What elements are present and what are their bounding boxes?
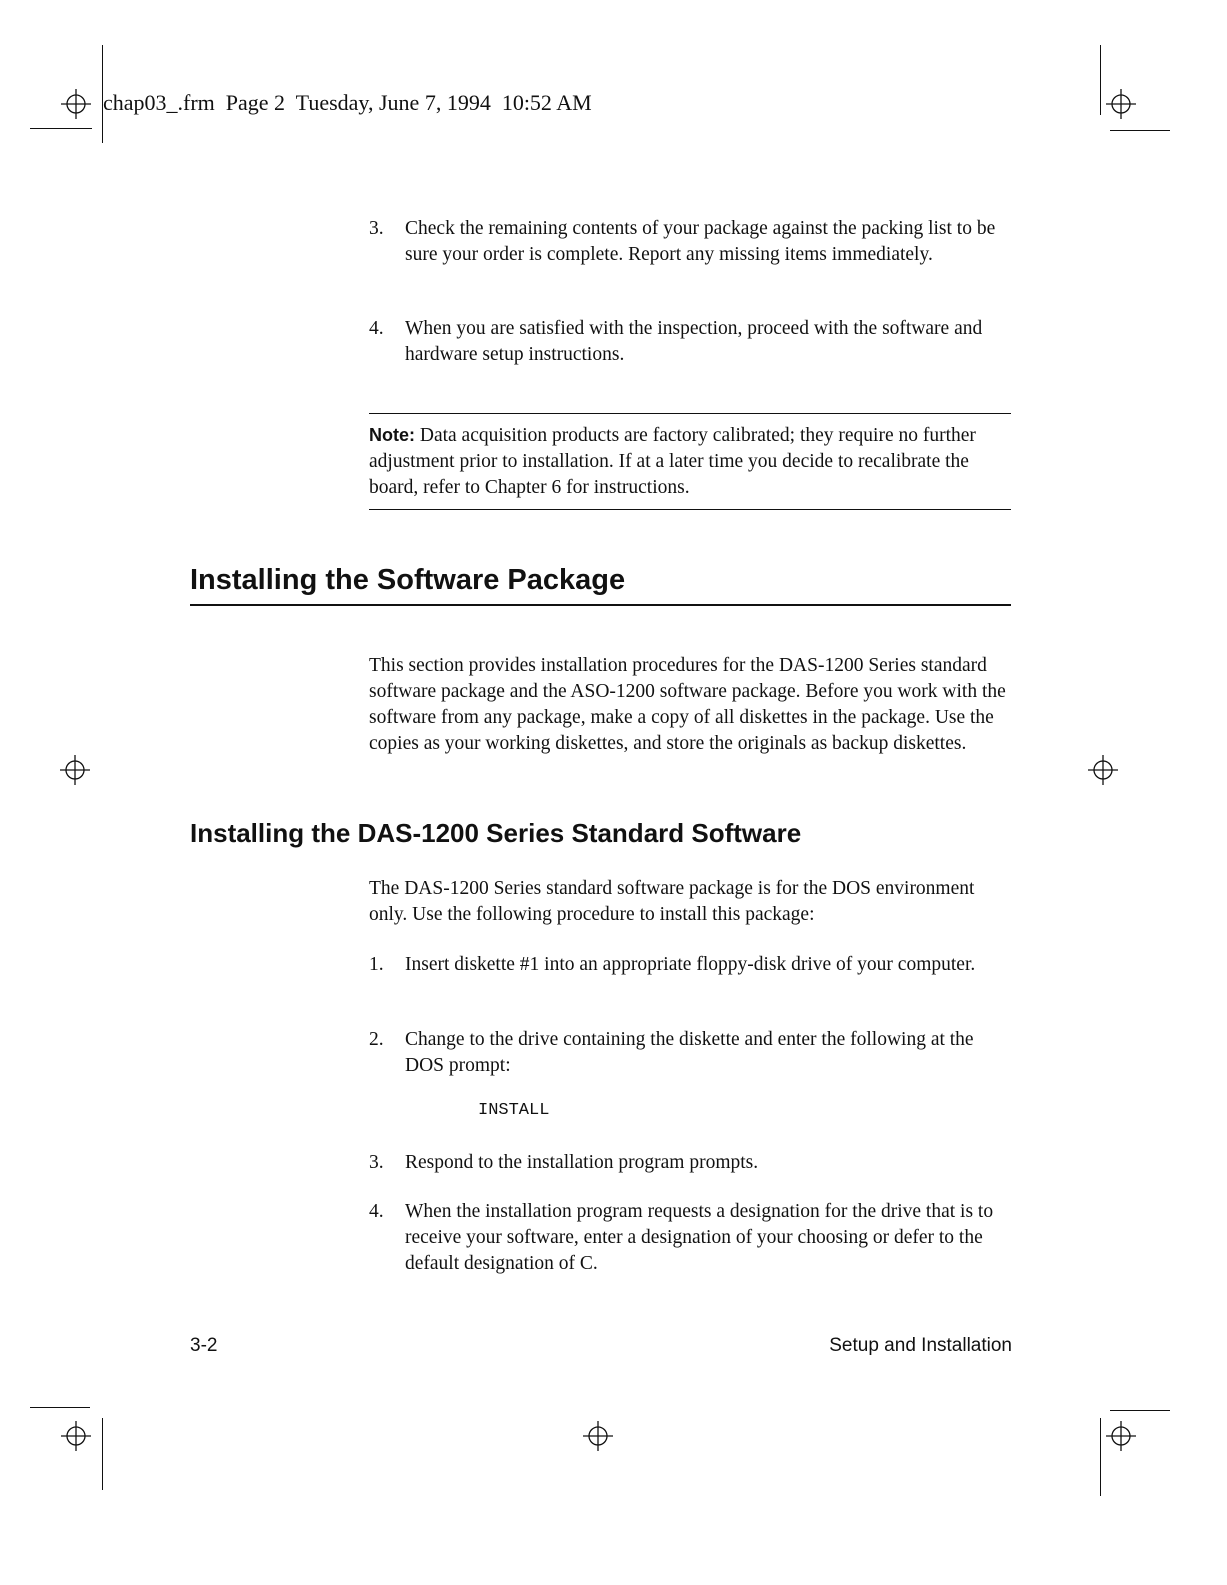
section-heading: Installing the Software Package (190, 564, 626, 596)
section-heading-rule (190, 604, 1011, 606)
list-item-number: 3. (369, 1152, 384, 1173)
list-item-text: Check the remaining contents of your package against the packing list to be sure your order is complete. Report any missing items immediately. (405, 218, 996, 265)
crop-mark-top-left-horizontal (30, 128, 92, 129)
crop-mark-top-right-horizontal (1110, 130, 1170, 131)
running-head: chap03_.frm Page 2 Tuesday, June 7, 1994 10:52 AM (103, 90, 592, 115)
list-item-text: When you are satisfied with the inspection, proceed with the software and hardware setup instructions. (405, 318, 983, 365)
list-item-text: When the installation program requests a designation for the drive that is to receive your software, enter a designation of your choosing or defer to the default designation of C. (405, 1201, 994, 1274)
list-item-number: 2. (369, 1029, 384, 1050)
registration-mark-icon (1103, 86, 1139, 122)
crop-mark-bottom-right-horizontal (1110, 1410, 1170, 1411)
registration-mark-icon (1103, 1418, 1139, 1454)
registration-mark-icon (58, 1418, 94, 1454)
list-item-text: Insert diskette #1 into an appropriate floppy-disk drive of your computer. (405, 954, 976, 975)
note-text: Data acquisition products are factory calibrated; they require no further adjustment prior to installation. If at a later time you decide to recalibrate the board, refer to Chapter 6 for instructions. (369, 425, 976, 498)
subsection-paragraph: The DAS-1200 Series standard software package is for the DOS environment only. Use the following procedure to install this package: (369, 878, 975, 925)
note-bottom-rule (369, 509, 1011, 510)
section-paragraph: This section provides installation procedures for the DAS-1200 Series standard software package and the ASO-1200 software package. Before you work with the software from any package, make a copy of all diskettes in the package. Use the copies as your working diskettes, and store the originals as backup diskettes. (369, 655, 1006, 754)
subsection-heading: Installing the DAS-1200 Series Standard Software (190, 818, 802, 848)
registration-mark-icon (580, 1418, 616, 1454)
list-item-number: 1. (369, 954, 384, 975)
crop-mark-bottom-left-vertical (102, 1418, 103, 1490)
list-item-number: 4. (369, 1201, 384, 1222)
command-text: INSTALL (478, 1101, 550, 1120)
page-number: 3-2 (190, 1335, 218, 1356)
note-top-rule (369, 413, 1011, 414)
list-item-text: Respond to the installation program prompts. (405, 1152, 759, 1173)
crop-mark-bottom-right-vertical (1100, 1418, 1101, 1496)
note (369, 422, 1009, 501)
chapter-title: Setup and Installation (829, 1335, 1012, 1356)
list-item-text: Change to the drive containing the diskette and enter the following at the DOS prompt: (405, 1029, 974, 1076)
registration-mark-icon (58, 86, 94, 122)
registration-mark-icon (1085, 752, 1121, 788)
list-item-number: 4. (369, 318, 384, 339)
note-label: Note: (369, 425, 415, 445)
list-item-number: 3. (369, 218, 384, 239)
crop-mark-bottom-left-horizontal (30, 1407, 90, 1408)
crop-mark-top-right-vertical (1100, 45, 1101, 115)
registration-mark-icon (57, 752, 93, 788)
